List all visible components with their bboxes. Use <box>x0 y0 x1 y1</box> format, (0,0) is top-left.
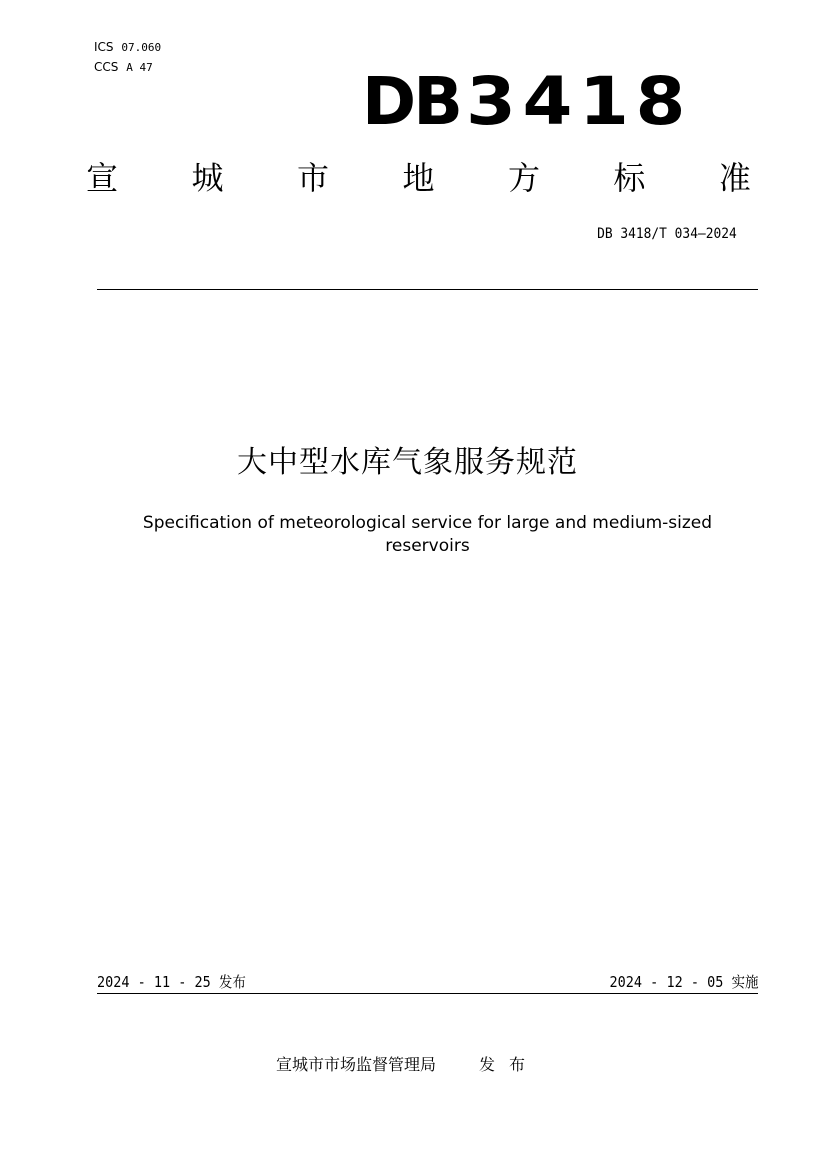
document-title-zh: 大中型水库气象服务规范 <box>237 445 578 480</box>
publish-date <box>97 972 246 992</box>
implement-date <box>609 972 758 992</box>
ccs-label: CCS <box>94 60 119 74</box>
ics-label: ICS <box>94 40 114 54</box>
standard-type-char: 方 <box>507 159 540 197</box>
ccs-code <box>94 60 153 75</box>
db-logo <box>362 62 702 132</box>
standard-type-char: 地 <box>402 159 435 197</box>
db-logo-prefix: DB <box>362 63 460 132</box>
publish-date-value: 2024 - 11 - 25 <box>97 973 211 991</box>
top-divider <box>97 289 758 290</box>
db-logo-number: 3418 <box>466 63 692 132</box>
bottom-divider <box>97 993 758 994</box>
issuer-action: 发布 <box>479 1055 540 1074</box>
standard-type-char: 城 <box>191 159 224 197</box>
publish-date-label: 发布 <box>218 973 246 991</box>
db-logo-graphic <box>362 62 702 132</box>
ics-code <box>94 40 161 55</box>
document-title-en: Specification of meteorological service for large and medium-sized reservoirs <box>142 513 713 556</box>
standard-type-char: 宣 <box>86 159 119 197</box>
issuer <box>0 1054 815 1076</box>
standard-type-char: 准 <box>718 159 751 197</box>
ccs-value: A 47 <box>126 61 153 74</box>
issuer-organization: 宣城市市场监督管理局 <box>275 1055 436 1074</box>
standard-type-heading <box>86 156 751 200</box>
ics-value: 07.060 <box>121 41 162 54</box>
implement-date-label: 实施 <box>730 973 758 991</box>
standard-type-char: 市 <box>296 159 329 197</box>
implement-date-value: 2024 - 12 - 05 <box>609 973 723 991</box>
standard-type-char: 标 <box>613 159 646 197</box>
standard-number: DB 3418/T 034—2024 <box>597 226 737 242</box>
